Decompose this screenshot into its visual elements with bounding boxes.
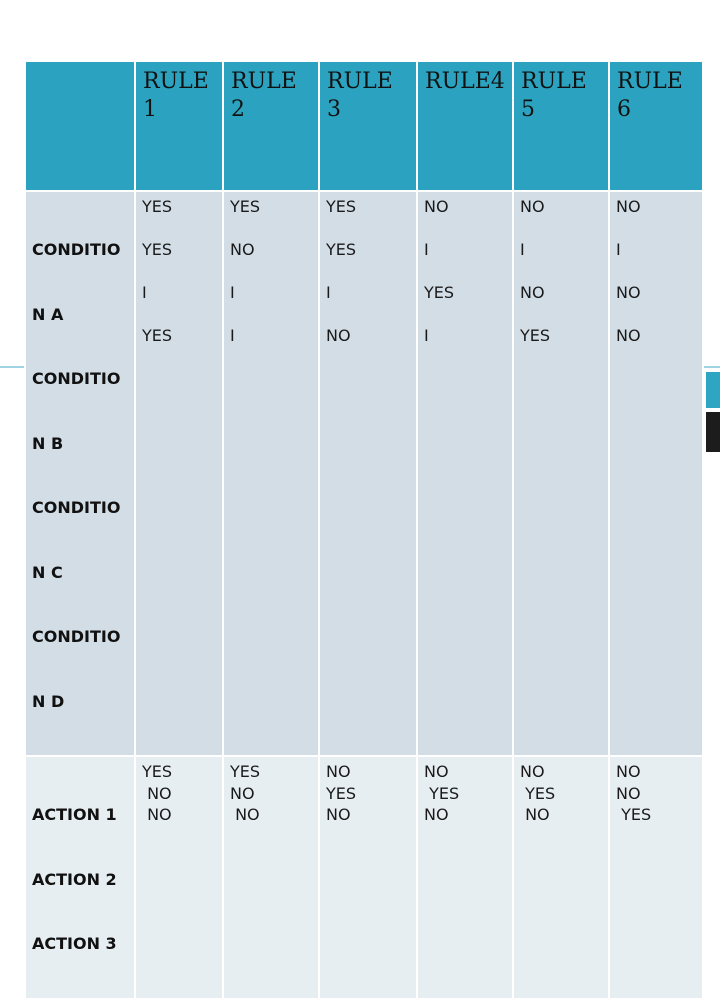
action-value: YES	[616, 805, 652, 824]
condition-value: NO	[230, 240, 255, 259]
rule-6-label: RULE 6	[617, 69, 683, 122]
rule-header-cell	[609, 61, 703, 191]
condition-stub-line: CONDITIO	[32, 498, 121, 517]
rule-4-label: RULE4	[425, 69, 505, 94]
action-value: NO	[424, 805, 449, 824]
condition-stub-line: N B	[32, 433, 64, 453]
rule-3-label: RULE 3	[327, 69, 393, 122]
rule-1-label: RULE 1	[143, 69, 209, 122]
action-values-cell	[319, 756, 417, 999]
condition-value: YES	[142, 326, 173, 345]
condition-stub-line: CONDITIO	[32, 369, 121, 388]
action-value: NO	[616, 762, 641, 781]
condition-values-cell	[513, 191, 609, 756]
condition-value: YES	[230, 197, 261, 216]
condition-value: I	[230, 283, 235, 302]
decorative-dark-tab	[706, 412, 720, 452]
rule-header-cell	[223, 61, 319, 191]
action-value: NO	[230, 805, 260, 824]
condition-stub-cell	[25, 191, 135, 756]
condition-value: YES	[326, 240, 357, 259]
action-value: YES	[230, 762, 261, 781]
condition-value: NO	[326, 326, 351, 345]
condition-value: I	[142, 283, 147, 302]
condition-value: I	[326, 283, 331, 302]
condition-value: I	[424, 240, 429, 259]
action-value: NO	[142, 783, 172, 803]
action-value: NO	[520, 805, 550, 824]
condition-stub-line: N D	[32, 691, 65, 711]
condition-values-cell	[223, 191, 319, 756]
action-value: NO	[616, 783, 641, 803]
rule-5-label: RULE 5	[521, 69, 587, 122]
action-value: YES	[424, 783, 460, 803]
condition-value: NO	[616, 283, 641, 302]
condition-value: I	[424, 326, 429, 345]
action-value: NO	[424, 762, 449, 781]
condition-value: NO	[616, 326, 641, 345]
action-value: NO	[326, 805, 351, 824]
header-corner-cell	[25, 61, 135, 191]
action-stub-line: ACTION 3	[32, 934, 117, 953]
actions-row	[25, 756, 703, 999]
action-values-cell	[513, 756, 609, 999]
action-value: NO	[230, 783, 255, 803]
action-values-cell	[609, 756, 703, 999]
action-values-cell	[417, 756, 513, 999]
condition-value: YES	[520, 326, 551, 345]
condition-values-cell	[319, 191, 417, 756]
action-stub-line: ACTION 2	[32, 869, 117, 889]
action-values-cell	[135, 756, 223, 999]
action-value: YES	[142, 762, 173, 781]
conditions-row	[25, 191, 703, 756]
condition-value: I	[230, 326, 235, 345]
action-stub-line: ACTION 1	[32, 805, 117, 824]
condition-value: NO	[520, 283, 545, 302]
condition-stub-line: CONDITIO	[32, 627, 121, 646]
condition-values-cell	[417, 191, 513, 756]
action-value: YES	[326, 783, 357, 803]
action-stub-cell	[25, 756, 135, 999]
header-row	[25, 61, 703, 191]
condition-value: I	[616, 240, 621, 259]
rule-header-cell	[417, 61, 513, 191]
condition-value: YES	[424, 283, 455, 302]
rule-header-cell	[319, 61, 417, 191]
decorative-accent-tab	[706, 372, 720, 408]
condition-values-cell	[609, 191, 703, 756]
rule-header-cell	[135, 61, 223, 191]
condition-value: I	[520, 240, 525, 259]
rule-header-cell	[513, 61, 609, 191]
condition-stub-line: N A	[32, 304, 64, 324]
condition-value: NO	[520, 197, 545, 216]
action-values-cell	[223, 756, 319, 999]
rule-2-label: RULE 2	[231, 69, 297, 122]
condition-value: NO	[424, 197, 449, 216]
action-value: YES	[520, 783, 556, 803]
action-value: NO	[326, 762, 351, 781]
condition-value: NO	[616, 197, 641, 216]
action-value: NO	[520, 762, 545, 781]
decision-table	[24, 60, 704, 1000]
condition-value: YES	[142, 240, 173, 259]
action-value: NO	[142, 805, 172, 824]
condition-values-cell	[135, 191, 223, 756]
condition-value: YES	[326, 197, 357, 216]
condition-stub-line: N C	[32, 562, 63, 582]
condition-stub-line: CONDITIO	[32, 240, 121, 259]
condition-value: YES	[142, 197, 173, 216]
